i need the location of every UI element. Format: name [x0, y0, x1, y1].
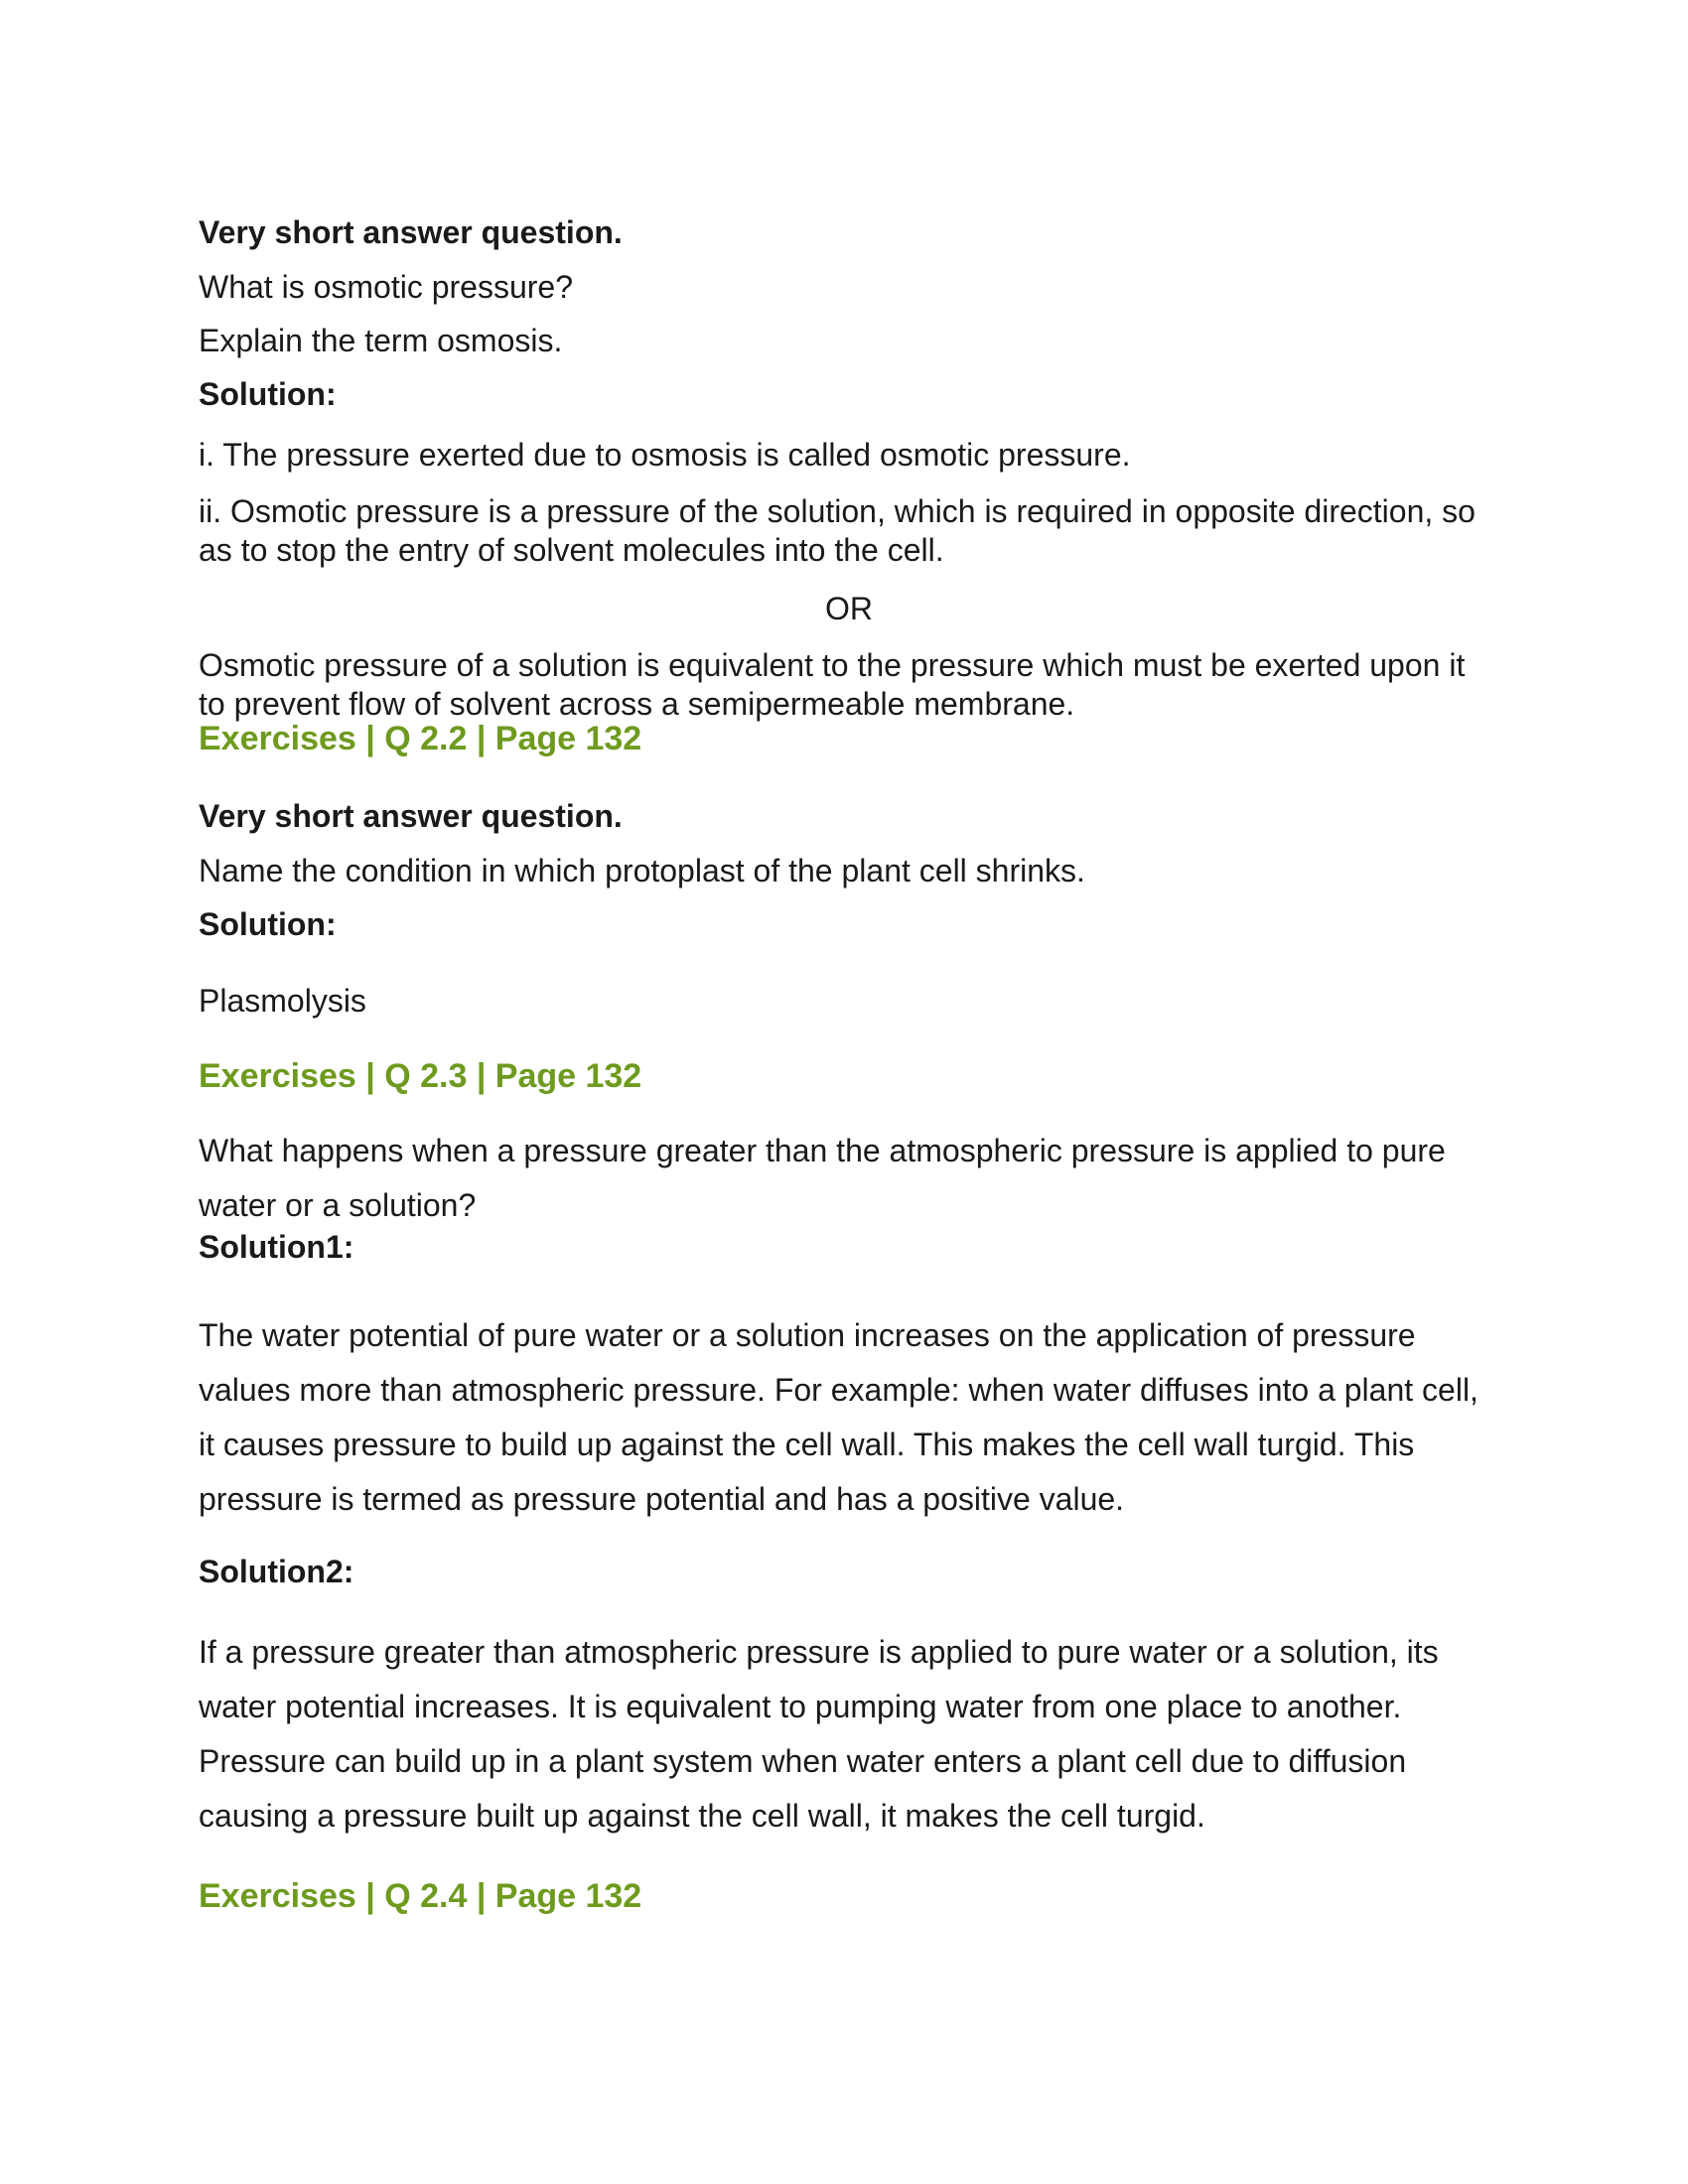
solution-label: Solution:	[199, 376, 337, 412]
question-text: Explain the term osmosis.	[199, 323, 563, 358]
question-type-heading: Very short answer question.	[199, 214, 623, 250]
exercise-reference: Exercises | Q 2.4 | Page 132	[199, 1877, 642, 1915]
solution-text: If a pressure greater than atmospheric pressure is applied to pure water or a solution, its water potential increases. It is equivalent to pumping water from one place to another. Pressure can build up in a plant system when water enters a plant cell due to diffusion causing a pressure built up against the cell wall, it makes the cell turgid.	[199, 1634, 1439, 1834]
solution-answer: Plasmolysis	[199, 983, 366, 1019]
question-type-heading: Very short answer question.	[199, 798, 623, 834]
question-text: What happens when a pressure greater than the atmospheric pressure is applied to pure water or a solution?	[199, 1133, 1446, 1223]
solution-text: The water potential of pure water or a solution increases on the application of pressure values more than atmospheric pressure. For example: when water diffuses into a plant cell, it causes pressure to build up against the cell wall. This makes the cell wall turgid. This pressure is termed as pressure potential and has a positive value.	[199, 1317, 1478, 1517]
solution-label: Solution2:	[199, 1554, 354, 1589]
or-separator: OR	[825, 591, 873, 626]
question-text: What is osmotic pressure?	[199, 269, 574, 305]
solution-label: Solution1:	[199, 1229, 354, 1265]
solution-text: ii. Osmotic pressure is a pressure of the solution, which is required in opposite direction, so as to stop the entry of solvent molecules into the cell.	[199, 493, 1476, 568]
solution-label: Solution:	[199, 906, 337, 942]
solution-text: Osmotic pressure of a solution is equivalent to the pressure which must be exerted upon it to prevent flow of solvent across a semipermeable membrane.	[199, 647, 1466, 722]
solution-text: i. The pressure exerted due to osmosis is called osmotic pressure.	[199, 437, 1131, 473]
question-text: Name the condition in which protoplast of the plant cell shrinks.	[199, 853, 1085, 888]
exercise-reference: Exercises | Q 2.2 | Page 132	[199, 720, 642, 757]
exercise-reference: Exercises | Q 2.3 | Page 132	[199, 1057, 642, 1095]
